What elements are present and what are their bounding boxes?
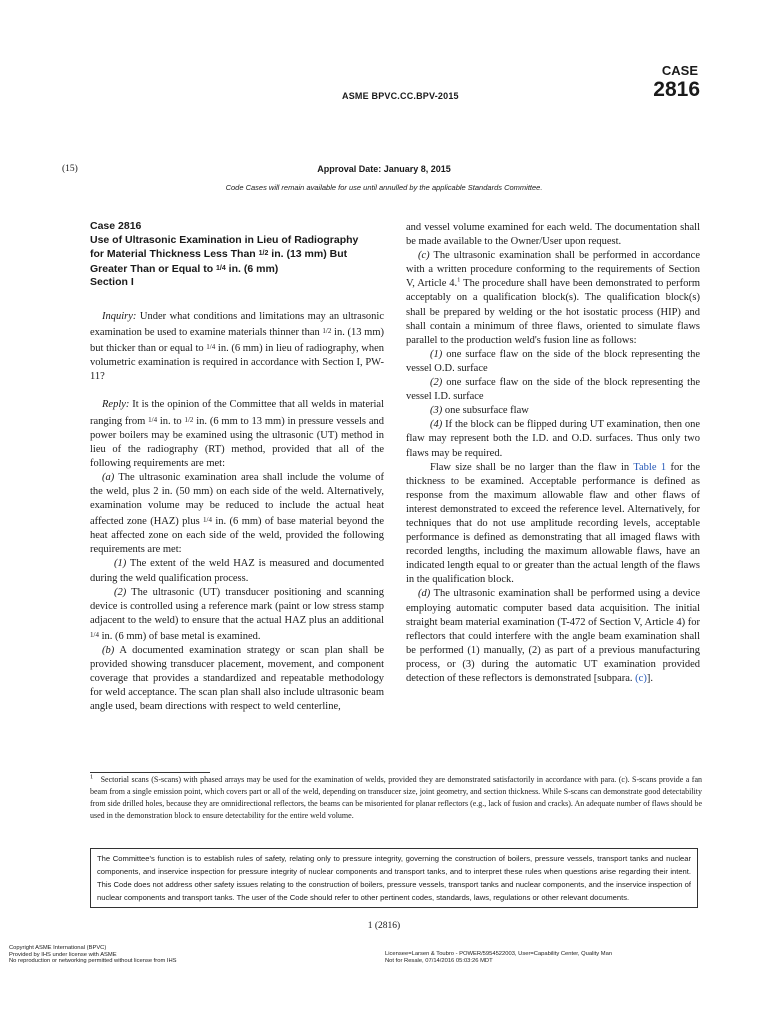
table-1-link[interactable]: Table 1 bbox=[633, 461, 667, 473]
flaw-size-paragraph bbox=[406, 461, 700, 588]
paragraph-text: It is the opinion of the Committee that all welds in material ranging from bbox=[90, 399, 384, 427]
para-b-continued: and vessel volume examined for each weld. The documentation shall be made available to the Owner/User upon request. bbox=[406, 222, 700, 248]
fraction: 1/4 bbox=[148, 415, 158, 424]
reply-label: Reply: bbox=[102, 399, 130, 411]
case-title-line5: Section I bbox=[90, 276, 134, 289]
paragraph-text: The ultrasonic examination shall be performed in accordance with a written procedure conforming to the requirements of Section V, Article 4. bbox=[406, 250, 700, 290]
paragraph-text: A documented examination strategy or scan plan shall be provided showing transducer placement, movement, and component coverage that provides a standardized and repeatable methodology for weld acceptance. The scan plan shall also include ultrasonic beam angle used, beam directions with respect to weld centerline, bbox=[90, 645, 384, 713]
footnote-text: Sectorial scans (S-scans) with phased arrays may be used for the examination of welds, provided they are demonstrated satisfactorily in accordance with para. (c). S-scans provide a fan beam from a single emission point, which covers part or all of the weld, depending on transducer size, joint geometry, and section thickness. While S-scans can demonstrate good detectability from side drilled holes, because they are omnidirectional reflectors, the beams can be misoriented for planar reflectors (e.g., lack of fusion and cracks). An adequate number of flaws should be used in the demonstration block to ensure detectability for the entire weld volume. bbox=[90, 775, 703, 820]
title-text: in. (6 mm) bbox=[225, 262, 279, 275]
license-notice bbox=[385, 951, 612, 964]
para-d bbox=[406, 587, 700, 686]
paragraph-text: Flaw size shall be no larger than the flaw in bbox=[430, 461, 634, 473]
right-column bbox=[406, 221, 700, 686]
case-label: CASE bbox=[661, 63, 698, 78]
footnote-number: 1 bbox=[90, 773, 94, 781]
para-c1 bbox=[406, 348, 700, 376]
footnote-rule bbox=[90, 772, 210, 773]
reply-paragraph bbox=[90, 398, 384, 470]
license-line: Not for Resale, 07/14/2016 05:03:26 MDT bbox=[385, 957, 493, 964]
para-a1 bbox=[90, 557, 384, 585]
fraction: 1/4 bbox=[216, 264, 226, 272]
title-text: for Material Thickness Less Than bbox=[90, 248, 259, 261]
fraction: 1/2 bbox=[258, 250, 269, 258]
footnote-marker[interactable]: 1 bbox=[457, 276, 461, 284]
copyright-line: Copyright ASME International (BPVC) bbox=[9, 945, 107, 951]
paragraph-text: The ultrasonic (UT) transducer positioning and scanning device is controlled using a reference mark (paint or low stress stamp adjacent to the weld) to ensure that the actual HAZ plus an additional bbox=[90, 586, 384, 626]
paragraph-text: If the block can be flipped during UT examination, then one flaw may represent both the I.D. and O.D. surfaces. Thus only two flaws may be required. bbox=[406, 419, 700, 459]
case-title-line3 bbox=[90, 247, 384, 262]
paragraph-text: in. (6 mm) in lieu of radiography, when volumetric examination is required in accordance with Section I, PW-11? bbox=[90, 343, 384, 383]
case-title-line4 bbox=[90, 262, 384, 277]
paragraph-text: Under what conditions and limitations may an ultrasonic examination be used to examine materials thinner than bbox=[90, 310, 384, 339]
para-label: (4) bbox=[430, 419, 443, 431]
para-c4 bbox=[406, 418, 700, 460]
title-text: Greater Than or Equal to bbox=[90, 262, 217, 275]
committee-notice-box: The Committee's function is to establish rules of safety, relating only to pressure integrity, governing the construction of boilers, pressure vessels, transport tanks and nuclear components, and inservice inspection for pressure integrity of nuclear components and transport tanks, and to interpret these rules when questions arise regarding their intent. This Code does not address other safety issues relating to the construction of boilers, pressure vessels, transport tanks and nuclear components, and the inservice inspection of nuclear components and transport tanks. The user of the Code should refer to other pertinent codes, standards, laws, regulations or other relevant documents. bbox=[90, 848, 698, 908]
fraction: 1/4 bbox=[206, 343, 216, 352]
paragraph-text: ]. bbox=[646, 673, 653, 684]
para-label: (b) bbox=[102, 645, 115, 657]
para-c2 bbox=[406, 376, 700, 404]
copyright-line: No reproduction or networking permitted without license from IHS bbox=[9, 958, 177, 965]
fraction: 1/4 bbox=[90, 630, 99, 639]
paragraph-text: one surface flaw on the side of the block representing the vessel O.D. surface bbox=[406, 348, 700, 374]
case-title bbox=[90, 220, 384, 290]
paragraph-text: one subsurface flaw bbox=[442, 405, 529, 417]
title-text: in. (13 mm) But bbox=[268, 248, 348, 261]
paragraph-text: in. (13 mm) but thicker than or equal to bbox=[90, 327, 384, 355]
para-a2 bbox=[90, 586, 384, 644]
para-label: (1) bbox=[114, 558, 127, 570]
inquiry-paragraph bbox=[90, 310, 384, 384]
fraction: 1/4 bbox=[203, 516, 212, 525]
page-number: 1 (2816) bbox=[367, 921, 401, 931]
paragraph-text: in. (6 mm) of base metal is examined. bbox=[98, 630, 261, 642]
para-label: (1) bbox=[430, 348, 443, 360]
footnote bbox=[90, 774, 702, 822]
para-label: (c) bbox=[418, 250, 430, 262]
license-line: Licensee=Larsen & Toubro - POWER/5954522003, User=Capability Center, Quality Man bbox=[385, 951, 613, 957]
paragraph-text: in. (6 mm) of base material beyond the heat affected zone on each side of the weld, provided the following requirements are met: bbox=[90, 516, 384, 556]
left-column bbox=[90, 220, 384, 715]
para-label: (d) bbox=[418, 588, 431, 600]
approval-date: Approval Date: January 8, 2015 bbox=[317, 164, 451, 174]
para-c3 bbox=[406, 404, 700, 418]
para-label: (2) bbox=[114, 586, 127, 598]
paragraph-text: for the thickness to be examined. Acceptable performance is defined as response from the maximum allowable flaw and other flaws of interest demonstrated to exceed the reference level. Alternatively, for techniques that do not use amplitude recording levels, acceptable performance is defined as demonstrating that all imaged flaws with recorded lengths, including the maximum allowable flaws, have an indicated length equal to or greater than the actual length of the flaws in the qualification block. bbox=[406, 461, 700, 586]
copyright-notice bbox=[9, 945, 177, 965]
availability-note: Code Cases will remain available for use until annulled by the applicable Standards Committee. bbox=[225, 183, 543, 192]
subpara-c-link[interactable]: (c) bbox=[635, 673, 647, 684]
fraction: 1/2 bbox=[322, 327, 332, 336]
para-b bbox=[90, 644, 384, 714]
paragraph-text: The extent of the weld HAZ is measured and documented during the weld qualification process. bbox=[90, 558, 384, 584]
paragraph-text: in. to bbox=[157, 415, 185, 427]
code-identifier: ASME BPVC.CC.BPV-2015 bbox=[342, 91, 459, 101]
inquiry-label: Inquiry: bbox=[102, 310, 137, 322]
para-label: (3) bbox=[430, 405, 443, 417]
para-a bbox=[90, 471, 384, 558]
copyright-line: Provided by IHS under license with ASME bbox=[9, 951, 117, 958]
paragraph-text: The ultrasonic examination area shall include the volume of the weld, plus 2 in. (50 mm) on each side of the weld. Alternatively, examination volume may be reduced to include the actual heat affected zone (HAZ) plus bbox=[90, 471, 384, 528]
paragraph-text: in. (6 mm to 13 mm) in pressure vessels and power boilers may be examined using the ultrasonic (UT) method in lieu of the radiography (RT) method, provided that all of the following requirements are met: bbox=[90, 415, 384, 469]
para-label: (2) bbox=[430, 377, 443, 389]
para-c bbox=[406, 249, 700, 348]
case-title-line1: Case 2816 bbox=[90, 220, 142, 232]
edition-year-tag: (15) bbox=[62, 164, 78, 174]
para-label: (a) bbox=[102, 471, 115, 483]
paragraph-text: The ultrasonic examination shall be performed using a device employing automatic computer based data acquisition. The initial straight beam material examination (T-472 of Section V, Article 4) for reflectors that could interfere with the angle beam examination shall be performed (1) manually, (2) as part of a previous manufacturing process, or (3) during the automatic UT examination provided detection of these reflectors is demonstrated [subpara. bbox=[406, 588, 700, 684]
case-title-line2: Use of Ultrasonic Examination in Lieu of Radiography bbox=[90, 233, 359, 246]
paragraph-text: one surface flaw on the side of the block representing the vessel I.D. surface bbox=[406, 377, 700, 403]
fraction: 1/2 bbox=[184, 415, 194, 424]
case-number: 2816 bbox=[653, 78, 700, 101]
paragraph-text: The procedure shall have been demonstrated to perform acceptably on a qualification block(s). The qualification block(s) shall be prepared by welding or the hot isostatic process (HIP) and shall contain a minimum of three flaws, oriented to simulate flaws parallel to the production weld's fusion line as follows: bbox=[406, 278, 700, 346]
